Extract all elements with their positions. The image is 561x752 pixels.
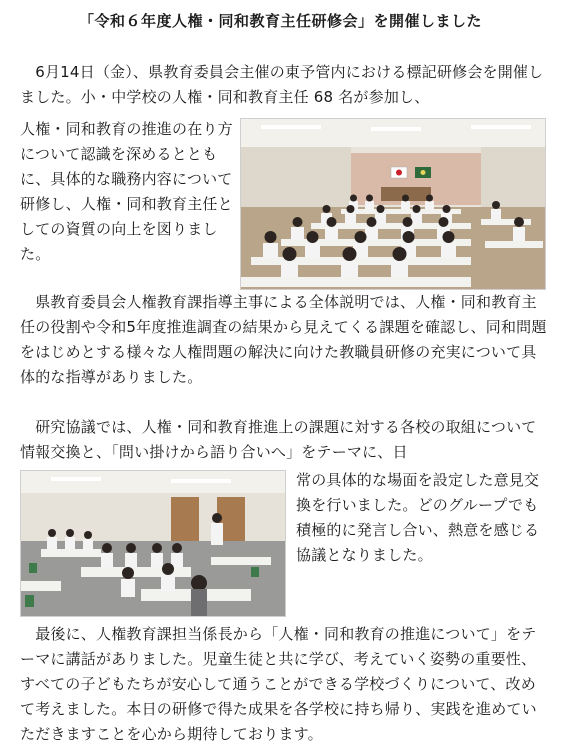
photo-group-discussion bbox=[20, 470, 286, 617]
paragraph-opening-line: 6月14日（金）、県教育委員会主催の東予管内における標記研修会を開催しました。小・中学校の人権・同和教育主任 68 名が参加し、 bbox=[20, 63, 544, 106]
lecture-hall-illustration bbox=[241, 119, 545, 289]
paragraph-overview: 県教育委員会人権教育課指導主事による全体説明では、人権・同和教育主任の役割や令和5年度推進調査の結果から見えてくる課題を確認し、同和問題をはじめとする様々な人権問題の解決に向けた教職員研修の充実について具体的な指導がありました。 bbox=[20, 293, 547, 386]
paragraph-discussion-line: 研究協議では、人権・同和教育推進上の課題に対する各校の取組について情報交換と、「問い掛けから語り合いへ」をテーマに、日 bbox=[20, 418, 537, 461]
paragraph-discussion-wrap: 常の具体的な場面を設定した意見交換を行いました。どのグループでも積極的に発言し合い、熱意を感じる協議となりました。 bbox=[296, 471, 540, 564]
photo-lecture-hall bbox=[240, 118, 546, 290]
paragraph-closing: 最後に、人権教育課担当係長から「人権・同和教育の推進について」をテーマに講話がありました。児童生徒と共に学び、考えていく姿勢の重要性、すべての子どもたちが安心して通うことができる学校づくりについて、改めて考えました。本日の研修で得た成果を各学校に持ち帰り、実践を進めていただきますことを心から期待しております。 bbox=[20, 625, 537, 743]
page-title: 「令和６年度人権・同和教育主任研修会」を開催しました bbox=[78, 12, 482, 30]
paragraph-opening-wrap: 人権・同和教育の推進の在り方について認識を深めるとともに、具体的な職務内容について研修し、人権・同和教育主任としての資質の向上を図りました。 bbox=[20, 120, 233, 263]
group-discussion-illustration bbox=[21, 471, 285, 616]
